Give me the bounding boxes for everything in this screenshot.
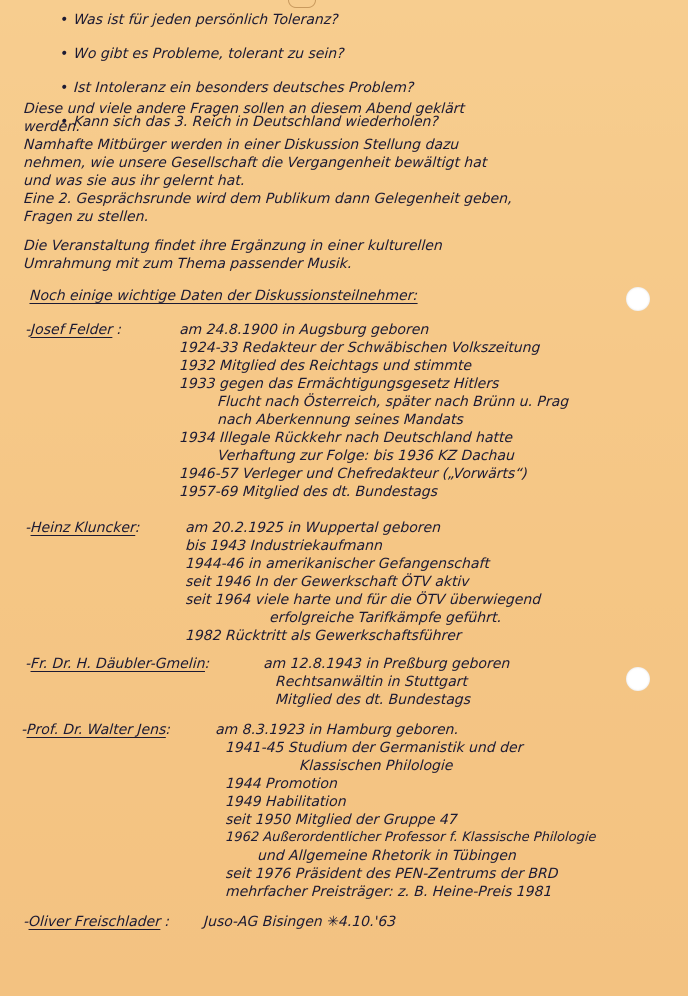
- question-2: • Wo gibt es Probleme, tolerant zu sein?: [59, 46, 688, 62]
- punch-hole-bottom: [626, 667, 650, 691]
- participant-name: Fr. Dr. H. Däubler-Gmelin: [30, 656, 207, 672]
- participant-3-line-1: am 12.8.1943 in Preßburg geboren: [263, 656, 511, 672]
- participant-4-label: -Prof. Dr. Walter Jens:: [21, 722, 172, 738]
- participant-2-line-7: 1982 Rücktritt als Gewerkschaftsführer: [185, 628, 463, 644]
- participant-4-line-9: seit 1976 Präsident des PEN-Zentrums der BRD: [225, 866, 560, 882]
- participant-4-line-5: 1949 Habilitation: [225, 794, 348, 810]
- intro-line-4: nehmen, wie unsere Gesellschaft die Vergangenheit bewältigt hat: [23, 155, 488, 171]
- participant-name: Prof. Dr. Walter Jens: [26, 722, 167, 738]
- participant-name: Oliver Freischlader: [28, 914, 162, 930]
- participant-1-line-6: nach Aberkennung seines Mandats: [217, 412, 465, 428]
- participant-2-line-4: seit 1946 In der Gewerkschaft ÖTV aktiv: [185, 574, 471, 590]
- participant-4-line-8: und Allgemeine Rhetorik in Tübingen: [257, 848, 518, 864]
- participant-1-line-8: Verhaftung zur Folge: bis 1936 KZ Dachau: [217, 448, 516, 464]
- question-1: • Was ist für jeden persönlich Toleranz?: [59, 12, 688, 28]
- participant-1-line-4: 1933 gegen das Ermächtigungsgesetz Hitlers: [179, 376, 500, 392]
- participant-4-line-3: Klassischen Philologie: [299, 758, 454, 774]
- intro-line-6: Eine 2. Gesprächsrunde wird dem Publikum dann Gelegenheit geben,: [23, 191, 514, 207]
- participant-2-label: -Heinz Kluncker:: [25, 520, 142, 536]
- program-line-2: Umrahmung mit zum Thema passender Musik.: [23, 256, 353, 272]
- intro-line-1: Diese und viele andere Fragen sollen an diesem Abend geklärt: [23, 101, 466, 117]
- participant-1-line-7: 1934 Illegale Rückkehr nach Deutschland hatte: [179, 430, 514, 446]
- program-line-1: Die Veranstaltung findet ihre Ergänzung in einer kulturellen: [23, 238, 444, 254]
- question-4: • Kann sich das 3. Reich in Deutschland wiederholen?: [59, 114, 688, 130]
- intro-line-5: und was sie aus ihr gelernt hat.: [23, 173, 246, 189]
- participant-1-line-9: 1946-57 Verleger und Chefredakteur („Vorwärts“): [179, 466, 529, 482]
- intro-line-3: Namhafte Mitbürger werden in einer Diskussion Stellung dazu: [23, 137, 460, 153]
- punch-hole-top: [626, 287, 650, 311]
- participant-4-line-10: mehrfacher Preisträger: z. B. Heine-Preis 1981: [225, 884, 553, 900]
- participant-4-line-2: 1941-45 Studium der Germanistik und der: [225, 740, 524, 756]
- participant-3-line-2: Rechtsanwältin in Stuttgart: [275, 674, 469, 690]
- participant-1-line-2: 1924-33 Redakteur der Schwäbischen Volkszeitung: [179, 340, 541, 356]
- intro-line-7: Fragen zu stellen.: [23, 209, 150, 225]
- participant-name: Heinz Kluncker: [30, 520, 137, 536]
- section-heading: Noch einige wichtige Daten der Diskussionsteilnehmer:: [29, 288, 419, 304]
- participant-2-line-6: erfolgreiche Tarifkämpfe geführt.: [269, 610, 503, 626]
- participant-3-line-3: Mitglied des dt. Bundestags: [275, 692, 472, 708]
- participant-2-line-3: 1944-46 in amerikanischer Gefangenschaft: [185, 556, 491, 572]
- tear-mark: [288, 0, 316, 8]
- participant-2-line-1: am 20.2.1925 in Wuppertal geboren: [185, 520, 442, 536]
- participant-5-label: -Oliver Freischlader :: [23, 914, 171, 930]
- participant-4-line-6: seit 1950 Mitglied der Gruppe 47: [225, 812, 459, 828]
- question-3: • Ist Intoleranz ein besonders deutsches Problem?: [59, 80, 688, 96]
- intro-line-2: werden.: [23, 119, 82, 135]
- participant-2-line-5: seit 1964 viele harte und für die ÖTV überwiegend: [185, 592, 542, 608]
- participant-1-line-5: Flucht nach Österreich, später nach Brünn u. Prag: [217, 394, 570, 410]
- participant-4-line-4: 1944 Promotion: [225, 776, 339, 792]
- participant-5-line-1: Juso-AG Bisingen ✳4.10.'63: [203, 914, 397, 930]
- participant-1-label: -Josef Felder :: [25, 322, 123, 338]
- participant-2-line-2: bis 1943 Industriekaufmann: [185, 538, 384, 554]
- participant-1-line-10: 1957-69 Mitglied des dt. Bundestags: [179, 484, 439, 500]
- participant-name: Josef Felder: [30, 322, 114, 338]
- participant-1-line-3: 1932 Mitglied des Reichtags und stimmte: [179, 358, 473, 374]
- participant-4-line-1: am 8.3.1923 in Hamburg geboren.: [215, 722, 460, 738]
- participant-4-line-7: 1962 Außerordentlicher Professor f. Klassische Philologie: [225, 830, 597, 845]
- participant-1-line-1: am 24.8.1900 in Augsburg geboren: [179, 322, 430, 338]
- participant-3-label: -Fr. Dr. H. Däubler-Gmelin:: [25, 656, 211, 672]
